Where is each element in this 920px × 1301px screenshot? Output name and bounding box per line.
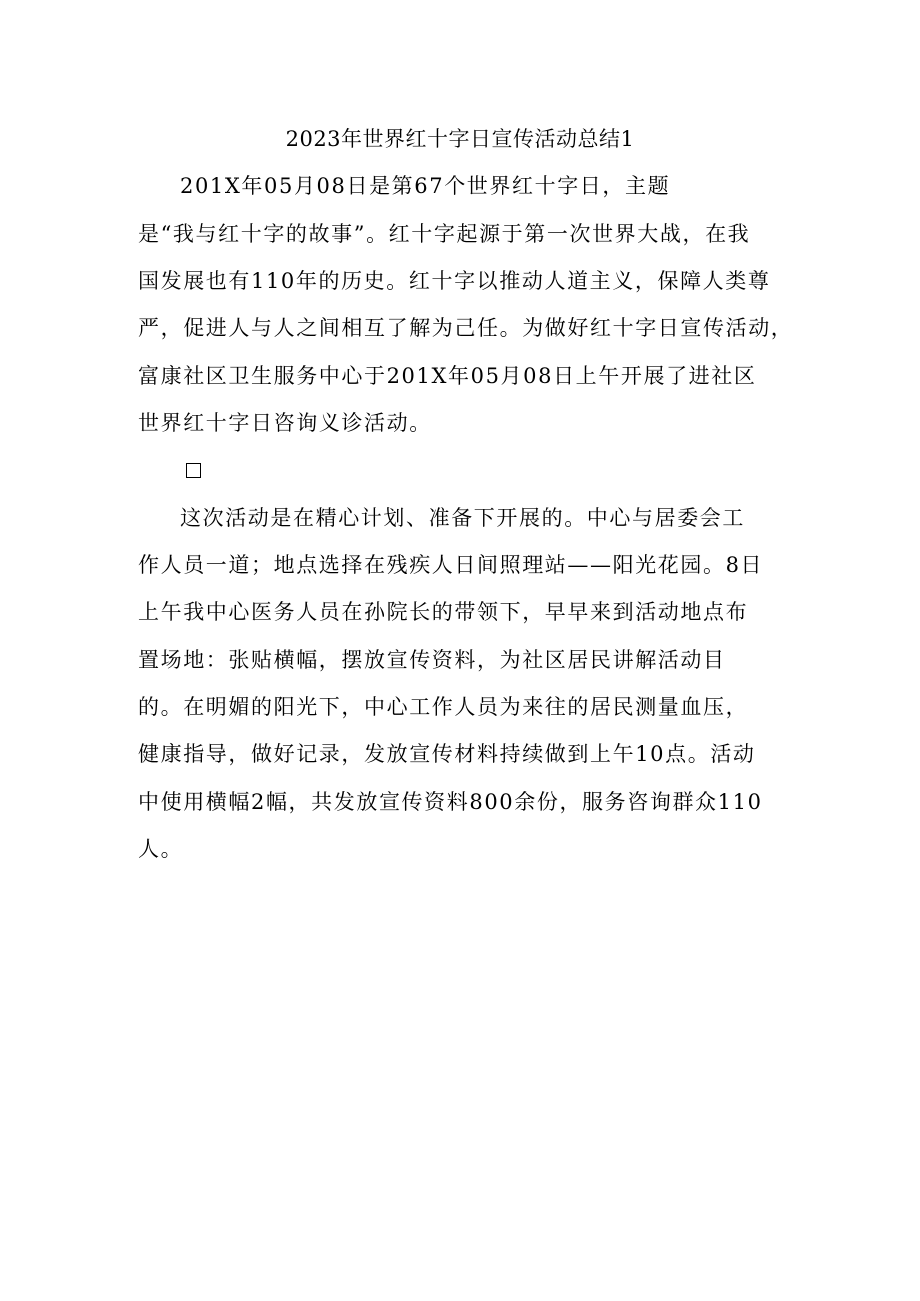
paragraph-1-line: 是“我与红十字的故事”。红十字起源于第一次世界大战，在我 [138,222,751,246]
placeholder-box-icon [186,463,201,478]
paragraph-1-line: 国发展也有110年的历史。红十字以推动人道主义，保障人类尊 [138,269,771,293]
paragraph-1-line: 世界红十字日咨询义诊活动。 [138,411,432,435]
paragraph-2-line: 的。在明媚的阳光下，中心工作人员为来往的居民测量血压， [138,695,749,719]
paragraph-2-line: 中使用横幅2幅，共发放宣传资料800余份，服务咨询群众110 [138,790,763,814]
paragraph-2-line: 上午我中心医务人员在孙院长的带领下，早早来到活动地点布 [138,600,749,624]
document-title: 2023年世界红十字日宣传活动总结1 [285,127,635,151]
paragraph-1-line: 201X年05月08日是第67个世界红十字日，主题 [180,174,671,198]
paragraph-2-line: 健康指导，做好记录，发放宣传材料持续做到上午10点。活动 [138,742,756,766]
paragraph-2-line: 人。 [138,837,184,861]
paragraph-1-line: 富康社区卫生服务中心于201X年05月08日上午开展了进社区 [138,364,757,388]
paragraph-2-line: 置场地：张贴横幅，摆放宣传资料，为社区居民讲解活动目 [138,648,726,672]
paragraph-1-line: 严，促进人与人之间相互了解为己任。为做好红十字日宣传活动， [138,316,794,340]
paragraph-2-line: 这次活动是在精心计划、准备下开展的。中心与居委会工 [180,506,745,530]
paragraph-2-line: 作人员一道；地点选择在残疾人日间照理站——阳光花园。8日 [138,553,764,577]
